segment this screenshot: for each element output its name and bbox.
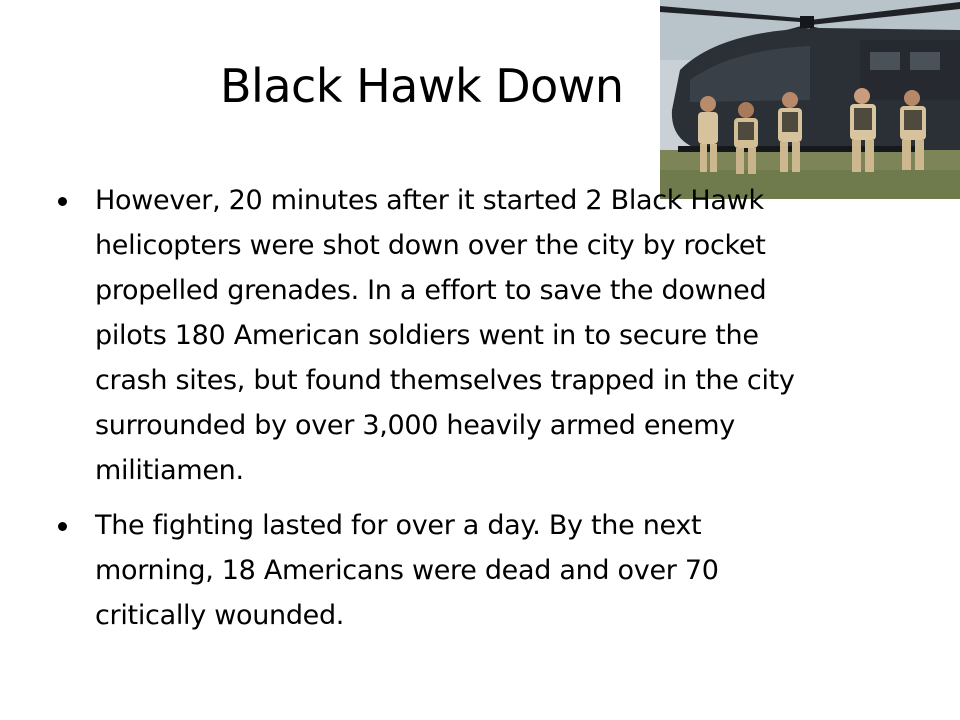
bullet-line: helicopters were shot down over the city by rocket [95,230,766,261]
bullet-item [52,503,912,638]
bullet-dot-icon [58,197,67,206]
bullet-line: The fighting lasted for over a day. By the next [95,510,702,541]
soldiers-helicopter-photo [660,0,960,199]
bullet-line: militiamen. [95,455,244,486]
bullet-item [52,178,912,493]
photo-illustration [660,0,960,199]
bullet-line: crash sites, but found themselves trapped in the city [95,365,795,396]
bullet-line: propelled grenades. In a effort to save the downed [95,275,767,306]
bullet-dot-icon [58,522,67,531]
slide-title: Black Hawk Down [220,59,624,113]
bullet-line: surrounded by over 3,000 heavily armed enemy [95,410,735,441]
bullet-list [52,178,912,648]
bullet-line: pilots 180 American soldiers went in to secure the [95,320,759,351]
bullet-line: morning, 18 Americans were dead and over 70 [95,555,719,586]
bullet-line: critically wounded. [95,600,345,631]
bullet-line: However, 20 minutes after it started 2 Black Hawk [95,185,764,216]
